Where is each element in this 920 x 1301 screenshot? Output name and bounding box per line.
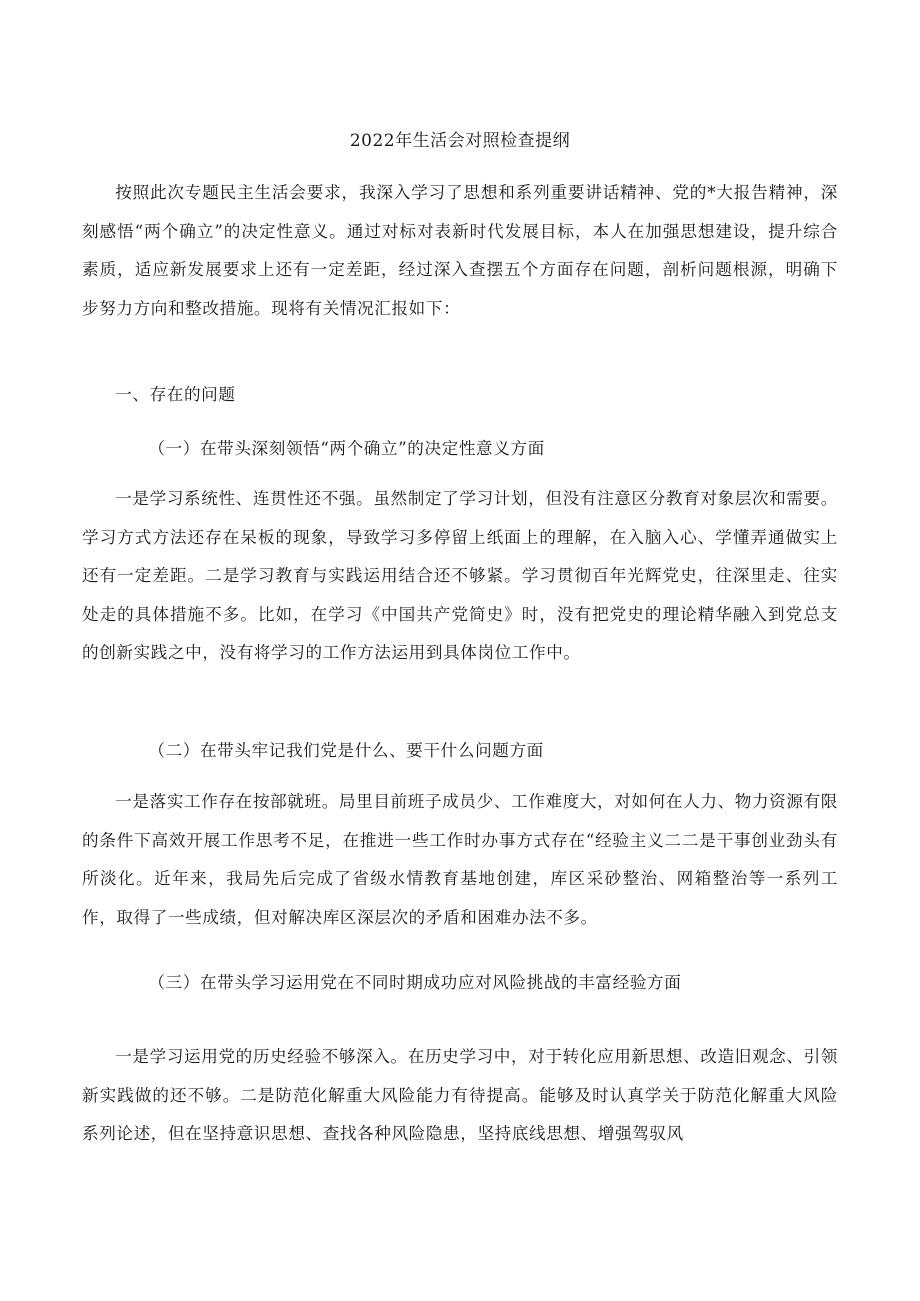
section-heading-problems: 一、存在的问题 xyxy=(115,385,236,404)
subsection-heading-3: （三）在带头学习运用党在不同时期成功应对风险挑战的丰富经验方面 xyxy=(148,973,682,992)
subsection-2-paragraph: 一是落实工作存在按部就班。局里目前班子成员少、工作难度大，对如何在人力、物力资源有限的条件下高效开展工作思考不足，在推进一些工作时办事方式存在“经验主义二二是干事创业劲头有所淡化。近年来，我局先后完成了省级水情教育基地创建，库区采砂整治、网箱整治等一系列工作，取得了一些成绩，但对解决库区深层次的矛盾和困难办法不多。 xyxy=(82,792,838,927)
intro-paragraph: 按照此次专题民主生活会要求，我深入学习了思想和系列重要讲话精神、党的*大报告精神，深刻感悟“两个确立”的决定性意义。通过对标对表新时代发展目标，本人在加强思想建设，提升综合素质，适应新发展要求上还有一定差距，经过深入查摆五个方面存在问题，剖析问题根源，明确下步努力方向和整改措施。现将有关情况汇报如下： xyxy=(82,183,838,318)
subsection-3-paragraph: 一是学习运用党的历史经验不够深入。在历史学习中，对于转化应用新思想、改造旧观念、引领新实践做的还不够。二是防范化解重大风险能力有待提高。能够及时认真学关于防范化解重大风险系列论述，但在坚持意识思想、查找各种风险隐患，坚持底线思想、增强驾驭风 xyxy=(82,1047,838,1143)
subsection-1-paragraph: 一是学习系统性、连贯性还不强。虽然制定了学习计划，但没有注意区分教育对象层次和需要。学习方式方法还存在呆板的现象，导致学习多停留上纸面上的理解，在入脑入心、学懂弄通做实上还有一定差距。二是学习教育与实践运用结合还不够紧。学习贯彻百年光辉党史，往深里走、往实处走的具体措施不多。比如，在学习《中国共产党简史》时，没有把党史的理论精华融入到党总支的创新实践之中，没有将学习的工作方法运用到具体岗位工作中。 xyxy=(82,489,838,662)
document-title: 2022年生活会对照检查提纲 xyxy=(349,131,571,151)
subsection-heading-2: （二）在带头牢记我们党是什么、要干什么问题方面 xyxy=(148,741,544,760)
subsection-heading-1: （一）在带头深刻领悟“两个确立”的决定性意义方面 xyxy=(148,439,545,458)
